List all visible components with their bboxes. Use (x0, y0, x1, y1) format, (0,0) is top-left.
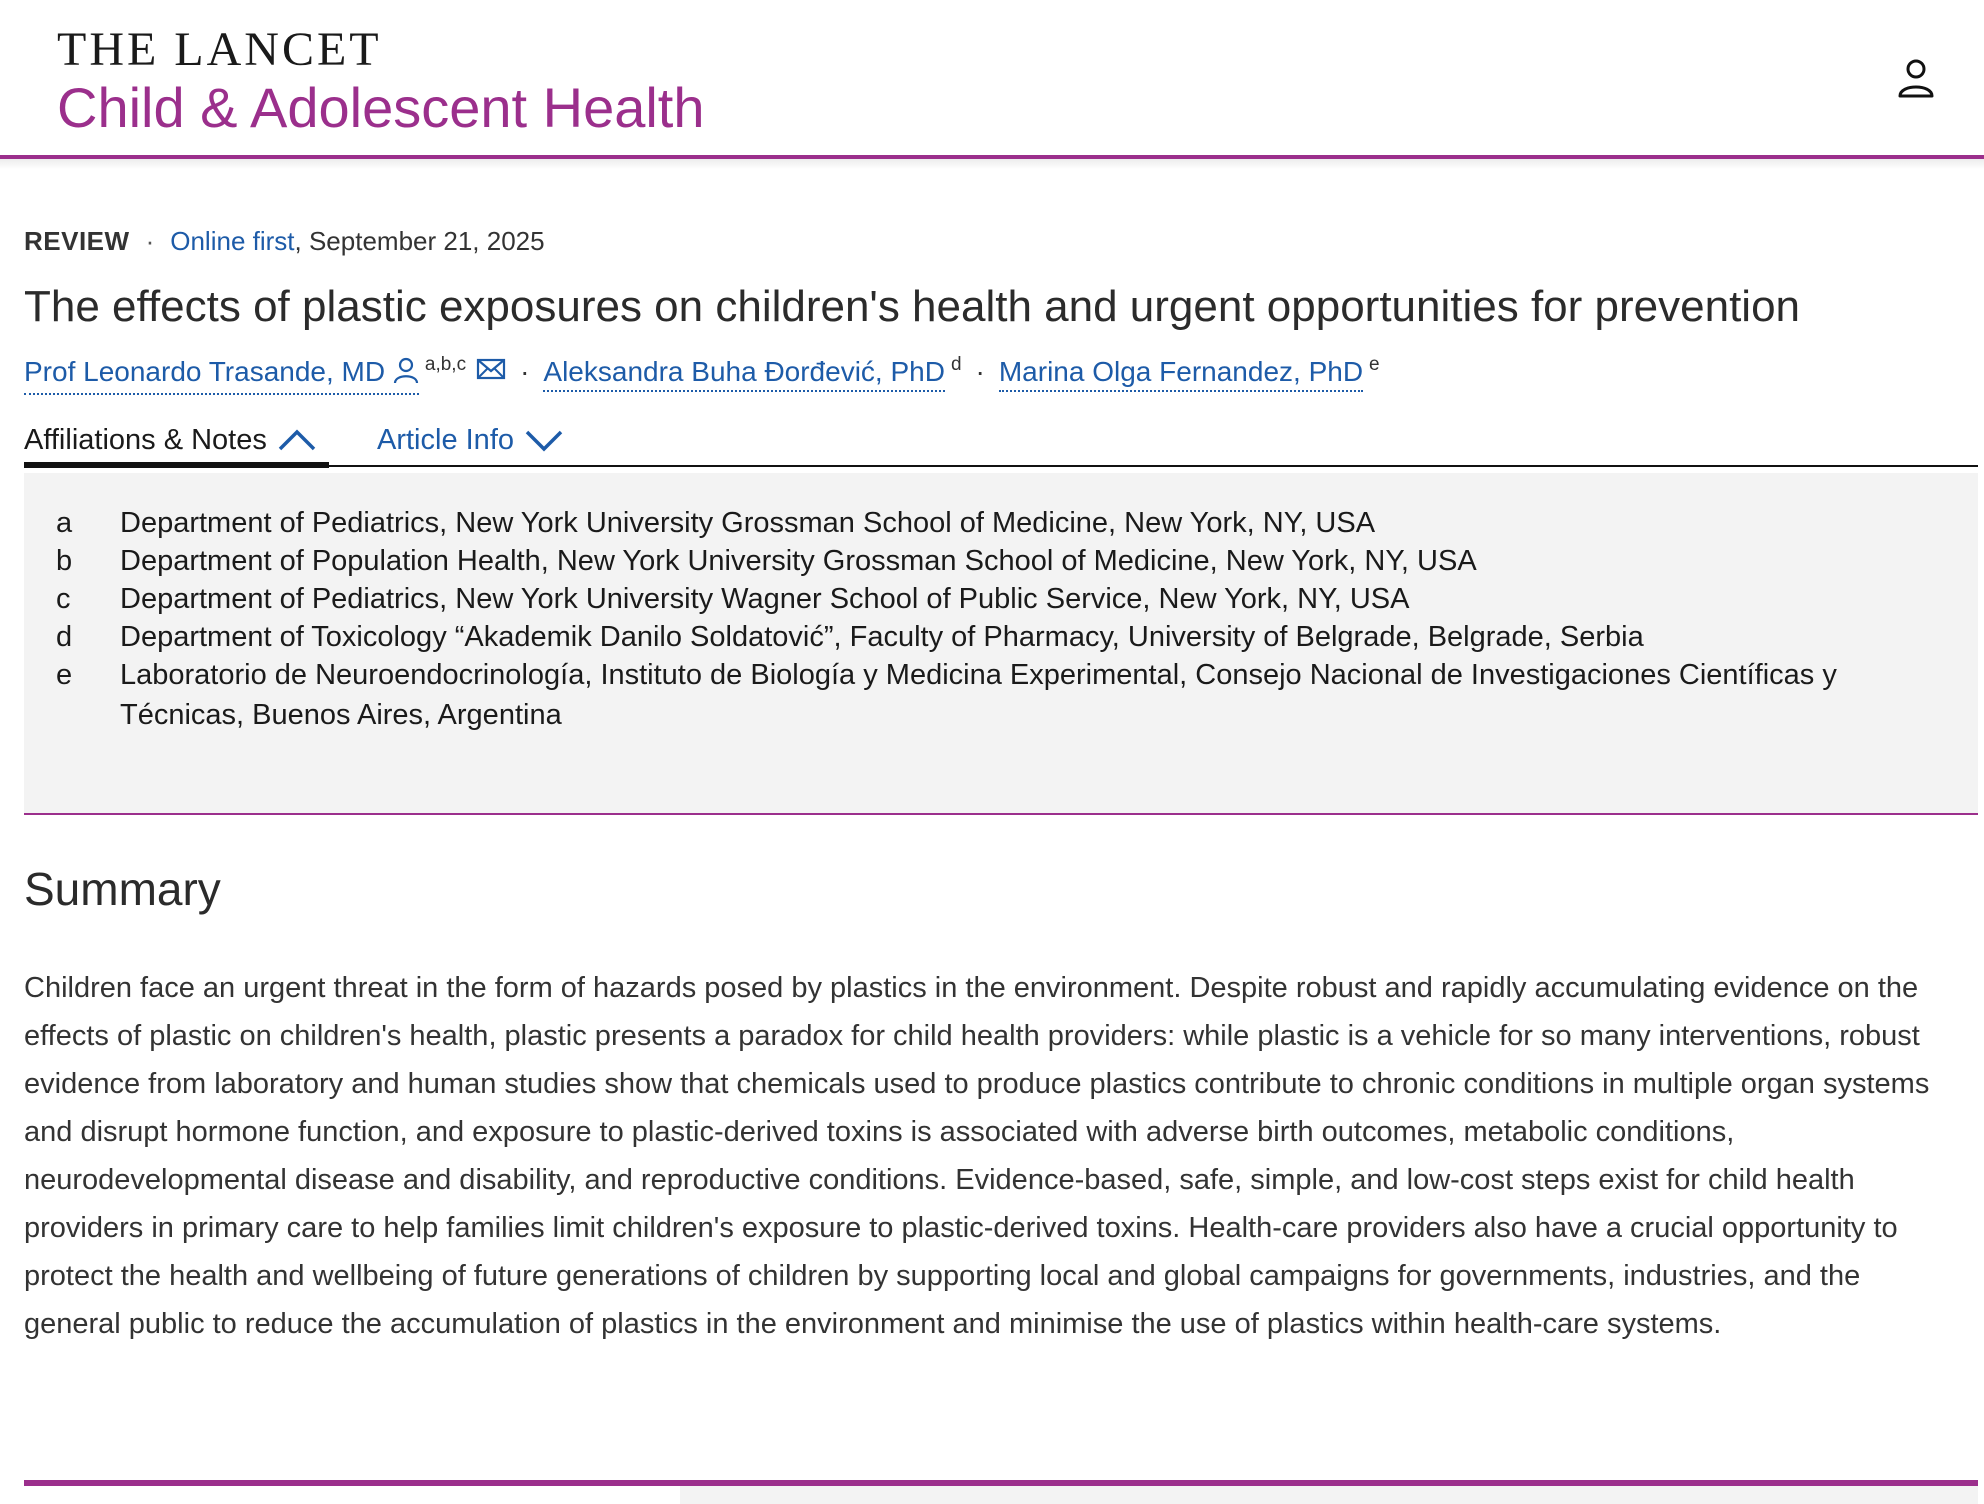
affiliation-text: Department of Pediatrics, New York University Wagner School of Public Service, New York, NY, USA (120, 583, 1410, 615)
author-link-fernandez[interactable]: Marina Olga Fernandez, PhD (999, 356, 1363, 392)
journal-section-name: Child & Adolescent Health (57, 76, 705, 139)
affiliation-text: Laboratorio de Neuroendocrinología, Instituto de Biología y Medicina Experimental, Consejo Nacional de Investigaciones Científicas y Técnicas, Buenos Aires, Argentina (120, 659, 1837, 731)
affiliation-key: a (56, 507, 73, 539)
tab-article-info[interactable] (377, 420, 564, 460)
online-first-link[interactable]: Online first (170, 226, 295, 256)
header-shadow (0, 159, 1984, 169)
tab-affiliations-notes[interactable] (24, 420, 317, 460)
author-link-trasande[interactable] (24, 356, 419, 395)
affiliation-text: Department of Population Health, New York University Grossman School of Medicine, New York, NY, USA (120, 545, 1477, 577)
affiliations-panel (24, 473, 1978, 815)
article-type: REVIEW (24, 226, 130, 256)
affiliation-marks: d (950, 354, 962, 375)
affiliation-marks: e (1369, 354, 1380, 375)
chevron-up-icon (277, 427, 317, 453)
article-tabs (24, 420, 1978, 464)
author-list (24, 356, 1380, 395)
affiliation-key: e (56, 659, 73, 691)
meta-separator: · (145, 226, 155, 256)
affiliation-key: c (56, 583, 71, 615)
affiliation-text: Department of Pediatrics, New York University Grossman School of Medicine, New York, NY, USA (120, 507, 1376, 539)
affiliation-key: b (56, 545, 73, 577)
active-tab-indicator (24, 462, 329, 468)
summary-heading: Summary (24, 863, 221, 915)
publication-date: , September 21, 2025 (294, 226, 545, 256)
next-section-panel (680, 1486, 1978, 1504)
tab-label: Affiliations & Notes (24, 423, 267, 456)
journal-name: THE LANCET (57, 23, 382, 76)
affiliation-text: Department of Toxicology “Akademik Danilo Soldatović”, Faculty of Pharmacy, University of Belgrade, Belgrade, Serbia (120, 621, 1644, 653)
email-icon[interactable] (476, 356, 506, 388)
summary-text: Children face an urgent threat in the form of hazards posed by plastics in the environment. Despite robust and rapidly accumulating evidence on the effects of plastic on children's health, plastic presents a paradox for child health providers: while plastic is a vehicle for so many interventions, robust evidence from laboratory and human studies show that chemicals used to produce plastics contribute to chronic conditions in multiple organ systems and disrupt hormone function, and exposure to plastic-derived toxins is associated with adverse birth outcomes, metabolic conditions, neurodevelopmental disease and disability, and reproductive conditions. Evidence-based, safe, simple, and low-cost steps exist for child health providers in primary care to help families limit children's exposure to plastic-derived toxins. Health-care providers also have a crucial opportunity to protect the health and wellbeing of future generations of children by supporting local and global campaigns for governments, industries, and the general public to reduce the accumulation of plastics in the environment and minimise the use of plastics within health-care systems. (24, 972, 1930, 1340)
site-header (0, 0, 1984, 156)
affiliation-key: d (56, 621, 73, 653)
author-link-buha[interactable]: Aleksandra Buha Đorđević, PhD (543, 356, 945, 392)
article-title: The effects of plastic exposures on children's health and urgent opportunities for prevention (24, 282, 1801, 331)
tab-label: Article Info (377, 423, 514, 456)
author-separator: · (975, 356, 985, 387)
corresponding-author-icon (393, 356, 419, 391)
affiliation-marks: a,b,c (424, 354, 467, 375)
user-icon[interactable] (1894, 56, 1938, 100)
author-separator: · (520, 356, 530, 387)
journal-logo[interactable] (57, 22, 705, 138)
author-name: Prof Leonardo Trasande, MD (24, 356, 386, 387)
article-meta (24, 226, 545, 257)
chevron-down-icon (524, 427, 564, 453)
